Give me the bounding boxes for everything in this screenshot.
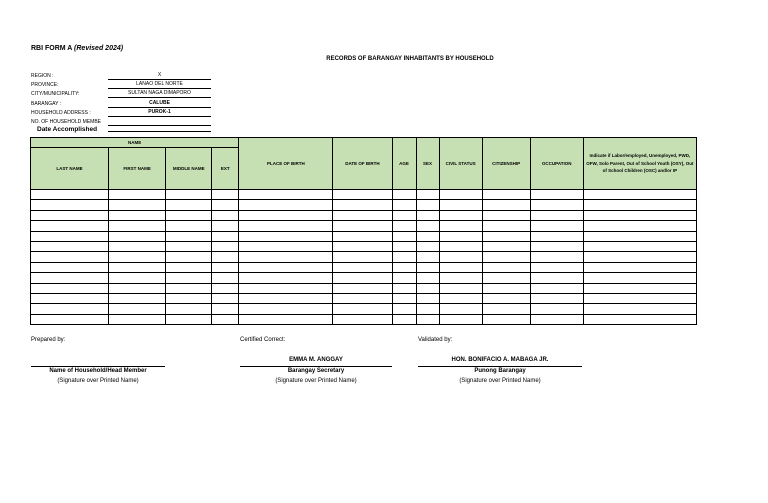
table-cell[interactable] — [583, 221, 696, 231]
table-cell[interactable] — [109, 221, 166, 231]
form-code-text: RBI FORM A — [31, 45, 73, 52]
barangay-label: BARANGAY : — [31, 101, 62, 107]
city-field[interactable]: SULTAN NAGA DIMAPORO — [108, 90, 211, 98]
certified-title: Barangay Secretary — [287, 368, 345, 374]
table-cell[interactable] — [416, 210, 439, 220]
table-cell[interactable] — [530, 241, 583, 251]
table-cell[interactable] — [333, 304, 392, 314]
table-cell[interactable] — [212, 304, 239, 314]
table-cell[interactable] — [530, 190, 583, 200]
table-cell[interactable] — [583, 304, 696, 314]
table-row — [31, 314, 697, 324]
table-cell[interactable] — [392, 262, 416, 272]
table-cell[interactable] — [392, 314, 416, 324]
table-cell[interactable] — [109, 262, 166, 272]
certified-name: EMMA M. ANGGAY — [289, 357, 343, 363]
barangay-field[interactable]: CALUBE — [108, 100, 211, 108]
table-cell[interactable] — [31, 200, 109, 210]
table-cell[interactable] — [583, 252, 696, 262]
header-place-of-birth: PLACE OF BIRTH — [239, 138, 333, 190]
table-cell[interactable] — [416, 314, 439, 324]
table-cell[interactable] — [109, 283, 166, 293]
table-cell[interactable] — [212, 231, 239, 241]
table-cell[interactable] — [416, 273, 439, 283]
table-cell[interactable] — [439, 283, 482, 293]
table-cell[interactable] — [583, 241, 696, 251]
table-cell[interactable] — [439, 304, 482, 314]
certified-subtitle: (Signature over Printed Name) — [275, 378, 357, 384]
table-row — [31, 283, 697, 293]
records-body — [31, 190, 697, 325]
table-cell[interactable] — [333, 252, 392, 262]
table-cell[interactable] — [31, 252, 109, 262]
table-cell[interactable] — [482, 231, 530, 241]
table-cell[interactable] — [109, 231, 166, 241]
province-field[interactable]: LANAO DEL NORTE — [108, 81, 211, 89]
table-cell[interactable] — [530, 283, 583, 293]
table-cell[interactable] — [392, 293, 416, 303]
table-cell[interactable] — [482, 314, 530, 324]
table-cell[interactable] — [31, 190, 109, 200]
table-cell[interactable] — [530, 273, 583, 283]
table-cell[interactable] — [166, 221, 212, 231]
validated-by-label: Validated by: — [418, 337, 453, 343]
table-cell[interactable] — [333, 273, 392, 283]
table-cell[interactable] — [482, 283, 530, 293]
table-cell[interactable] — [482, 252, 530, 262]
table-cell[interactable] — [239, 314, 333, 324]
table-cell[interactable] — [212, 221, 239, 231]
form-code — [31, 45, 123, 52]
table-cell[interactable] — [583, 293, 696, 303]
table-cell[interactable] — [239, 304, 333, 314]
table-cell[interactable] — [530, 252, 583, 262]
date-accomplished-field[interactable] — [108, 131, 211, 132]
table-cell[interactable] — [416, 190, 439, 200]
table-cell[interactable] — [530, 293, 583, 303]
table-cell[interactable] — [482, 293, 530, 303]
table-cell[interactable] — [333, 210, 392, 220]
table-cell[interactable] — [212, 262, 239, 272]
table-cell[interactable] — [166, 293, 212, 303]
prepared-by-label: Prepared by: — [31, 337, 66, 343]
table-cell[interactable] — [392, 200, 416, 210]
header-age: AGE — [392, 138, 416, 190]
table-cell[interactable] — [439, 314, 482, 324]
header-sex: SEX — [416, 138, 439, 190]
table-cell[interactable] — [583, 273, 696, 283]
table-cell[interactable] — [239, 210, 333, 220]
table-cell[interactable] — [333, 200, 392, 210]
members-label: NO. OF HOUSEHOLD MEMBE — [31, 119, 102, 125]
table-cell[interactable] — [583, 231, 696, 241]
table-cell[interactable] — [212, 314, 239, 324]
table-cell[interactable] — [416, 283, 439, 293]
table-cell[interactable] — [31, 314, 109, 324]
city-label: CITY/MUNICIPALITY: — [31, 91, 80, 97]
address-label: HOUSEHOLD ADDRESS : — [31, 110, 91, 116]
table-cell[interactable] — [583, 190, 696, 200]
table-cell[interactable] — [530, 221, 583, 231]
table-cell[interactable] — [239, 262, 333, 272]
table-cell[interactable] — [530, 231, 583, 241]
table-cell[interactable] — [392, 252, 416, 262]
table-cell[interactable] — [166, 190, 212, 200]
table-cell[interactable] — [439, 221, 482, 231]
table-cell[interactable] — [31, 293, 109, 303]
table-row — [31, 252, 697, 262]
table-cell[interactable] — [530, 210, 583, 220]
prepared-subtitle: (Signature over Printed Name) — [57, 378, 139, 384]
table-row — [31, 262, 697, 272]
table-cell[interactable] — [392, 241, 416, 251]
table-cell[interactable] — [333, 221, 392, 231]
table-row — [31, 221, 697, 231]
table-cell[interactable] — [31, 210, 109, 220]
table-cell[interactable] — [530, 314, 583, 324]
table-cell[interactable] — [166, 231, 212, 241]
table-cell[interactable] — [109, 190, 166, 200]
validated-name: HON. BONIFACIO A. MABAGA JR. — [451, 357, 549, 363]
table-cell[interactable] — [392, 231, 416, 241]
table-cell[interactable] — [212, 190, 239, 200]
records-table — [30, 137, 697, 325]
table-cell[interactable] — [212, 252, 239, 262]
header-indicate-status: Indicate if Labor/employed, Unemployed, PWD, OFW, Solo Parent, Out of School Youth (OSY), Out of School Children (OSC) and/or IP — [583, 138, 696, 190]
prepared-title: Name of Household/Head Member — [49, 368, 147, 374]
table-cell[interactable] — [392, 221, 416, 231]
members-field[interactable] — [108, 118, 211, 126]
table-cell[interactable] — [392, 283, 416, 293]
table-row — [31, 304, 697, 314]
table-cell[interactable] — [239, 283, 333, 293]
table-cell[interactable] — [416, 200, 439, 210]
table-cell[interactable] — [392, 210, 416, 220]
validated-title: Punong Barangay — [474, 368, 526, 374]
table-cell[interactable] — [482, 241, 530, 251]
table-cell[interactable] — [416, 262, 439, 272]
validated-subtitle: (Signature over Printed Name) — [459, 378, 541, 384]
table-cell[interactable] — [583, 283, 696, 293]
table-cell[interactable] — [166, 241, 212, 251]
table-cell[interactable] — [212, 241, 239, 251]
table-cell[interactable] — [439, 252, 482, 262]
table-cell[interactable] — [109, 304, 166, 314]
table-cell[interactable] — [31, 262, 109, 272]
header-first-name: FIRST NAME — [109, 148, 166, 190]
table-cell[interactable] — [439, 231, 482, 241]
table-cell[interactable] — [482, 210, 530, 220]
table-cell[interactable] — [333, 190, 392, 200]
table-cell[interactable] — [583, 200, 696, 210]
table-row — [31, 200, 697, 210]
table-cell[interactable] — [166, 252, 212, 262]
table-cell[interactable] — [239, 273, 333, 283]
header-middle-name: MIDDLE NAME — [166, 148, 212, 190]
table-cell[interactable] — [583, 314, 696, 324]
table-cell[interactable] — [31, 304, 109, 314]
table-cell[interactable] — [530, 200, 583, 210]
table-cell[interactable] — [333, 283, 392, 293]
table-cell[interactable] — [392, 190, 416, 200]
table-cell[interactable] — [530, 262, 583, 272]
table-cell[interactable] — [482, 221, 530, 231]
table-cell[interactable] — [109, 252, 166, 262]
table-row — [31, 273, 697, 283]
table-cell[interactable] — [212, 210, 239, 220]
table-cell[interactable] — [166, 304, 212, 314]
table-cell[interactable] — [416, 293, 439, 303]
table-cell[interactable] — [166, 262, 212, 272]
table-cell[interactable] — [166, 314, 212, 324]
table-cell[interactable] — [239, 221, 333, 231]
table-cell[interactable] — [333, 262, 392, 272]
address-field[interactable]: PUROK-1 — [108, 109, 211, 117]
table-cell[interactable] — [166, 283, 212, 293]
table-cell[interactable] — [439, 210, 482, 220]
table-cell[interactable] — [439, 262, 482, 272]
table-cell[interactable] — [439, 273, 482, 283]
table-cell[interactable] — [212, 293, 239, 303]
table-cell[interactable] — [239, 252, 333, 262]
table-row — [31, 293, 697, 303]
table-cell[interactable] — [212, 273, 239, 283]
table-cell[interactable] — [109, 200, 166, 210]
table-cell[interactable] — [416, 231, 439, 241]
table-cell[interactable] — [392, 273, 416, 283]
certified-correct-label: Certified Correct: — [240, 337, 286, 343]
table-cell[interactable] — [530, 304, 583, 314]
table-cell[interactable] — [212, 200, 239, 210]
form-revision: (Revised 2024) — [74, 45, 124, 52]
table-cell[interactable] — [109, 241, 166, 251]
table-cell[interactable] — [439, 241, 482, 251]
table-cell[interactable] — [583, 210, 696, 220]
table-cell[interactable] — [416, 304, 439, 314]
table-cell[interactable] — [239, 293, 333, 303]
region-field[interactable]: X — [108, 72, 211, 80]
date-accomplished-label: Date Accomplished — [37, 126, 98, 133]
table-cell[interactable] — [416, 241, 439, 251]
table-cell[interactable] — [31, 221, 109, 231]
table-cell[interactable] — [333, 314, 392, 324]
region-label: REGION : — [31, 73, 54, 79]
table-cell[interactable] — [439, 293, 482, 303]
table-cell[interactable] — [333, 241, 392, 251]
page-title: RECORDS OF BARANGAY INHABITANTS BY HOUSEHOLD — [326, 56, 494, 62]
table-cell[interactable] — [31, 273, 109, 283]
table-cell[interactable] — [31, 283, 109, 293]
prepared-signature-line[interactable] — [31, 366, 165, 367]
header-occupation: OCCUPATION — [530, 138, 583, 190]
table-row — [31, 241, 697, 251]
name-group-header: NAME — [31, 138, 239, 148]
table-cell[interactable] — [482, 190, 530, 200]
table-cell[interactable] — [583, 262, 696, 272]
table-cell[interactable] — [109, 273, 166, 283]
table-cell[interactable] — [109, 293, 166, 303]
header-date-of-birth: DATE OF BIRTH — [333, 138, 392, 190]
validated-signature-line[interactable] — [418, 366, 582, 367]
table-cell[interactable] — [482, 273, 530, 283]
table-cell[interactable] — [31, 241, 109, 251]
table-cell[interactable] — [166, 210, 212, 220]
certified-signature-line[interactable] — [240, 366, 392, 367]
province-label: PROVINCE: — [31, 82, 59, 88]
header-last-name: LAST NAME — [31, 148, 109, 190]
table-cell[interactable] — [416, 252, 439, 262]
table-cell[interactable] — [166, 200, 212, 210]
table-cell[interactable] — [109, 210, 166, 220]
table-cell[interactable] — [439, 200, 482, 210]
header-civil-status: CIVIL STATUS — [439, 138, 482, 190]
table-cell[interactable] — [239, 231, 333, 241]
table-cell[interactable] — [482, 200, 530, 210]
table-cell[interactable] — [439, 190, 482, 200]
table-cell[interactable] — [31, 231, 109, 241]
table-row — [31, 210, 697, 220]
header-ext: EXT — [212, 148, 239, 190]
table-cell[interactable] — [392, 304, 416, 314]
table-cell[interactable] — [333, 293, 392, 303]
table-cell[interactable] — [482, 262, 530, 272]
table-cell[interactable] — [109, 314, 166, 324]
table-cell[interactable] — [416, 221, 439, 231]
table-cell[interactable] — [239, 241, 333, 251]
table-cell[interactable] — [482, 304, 530, 314]
table-cell[interactable] — [212, 283, 239, 293]
table-cell[interactable] — [333, 231, 392, 241]
table-cell[interactable] — [166, 273, 212, 283]
table-row — [31, 231, 697, 241]
table-cell[interactable] — [239, 200, 333, 210]
header-citizenship: CITIZENSHIP — [482, 138, 530, 190]
table-cell[interactable] — [239, 190, 333, 200]
table-row — [31, 190, 697, 200]
